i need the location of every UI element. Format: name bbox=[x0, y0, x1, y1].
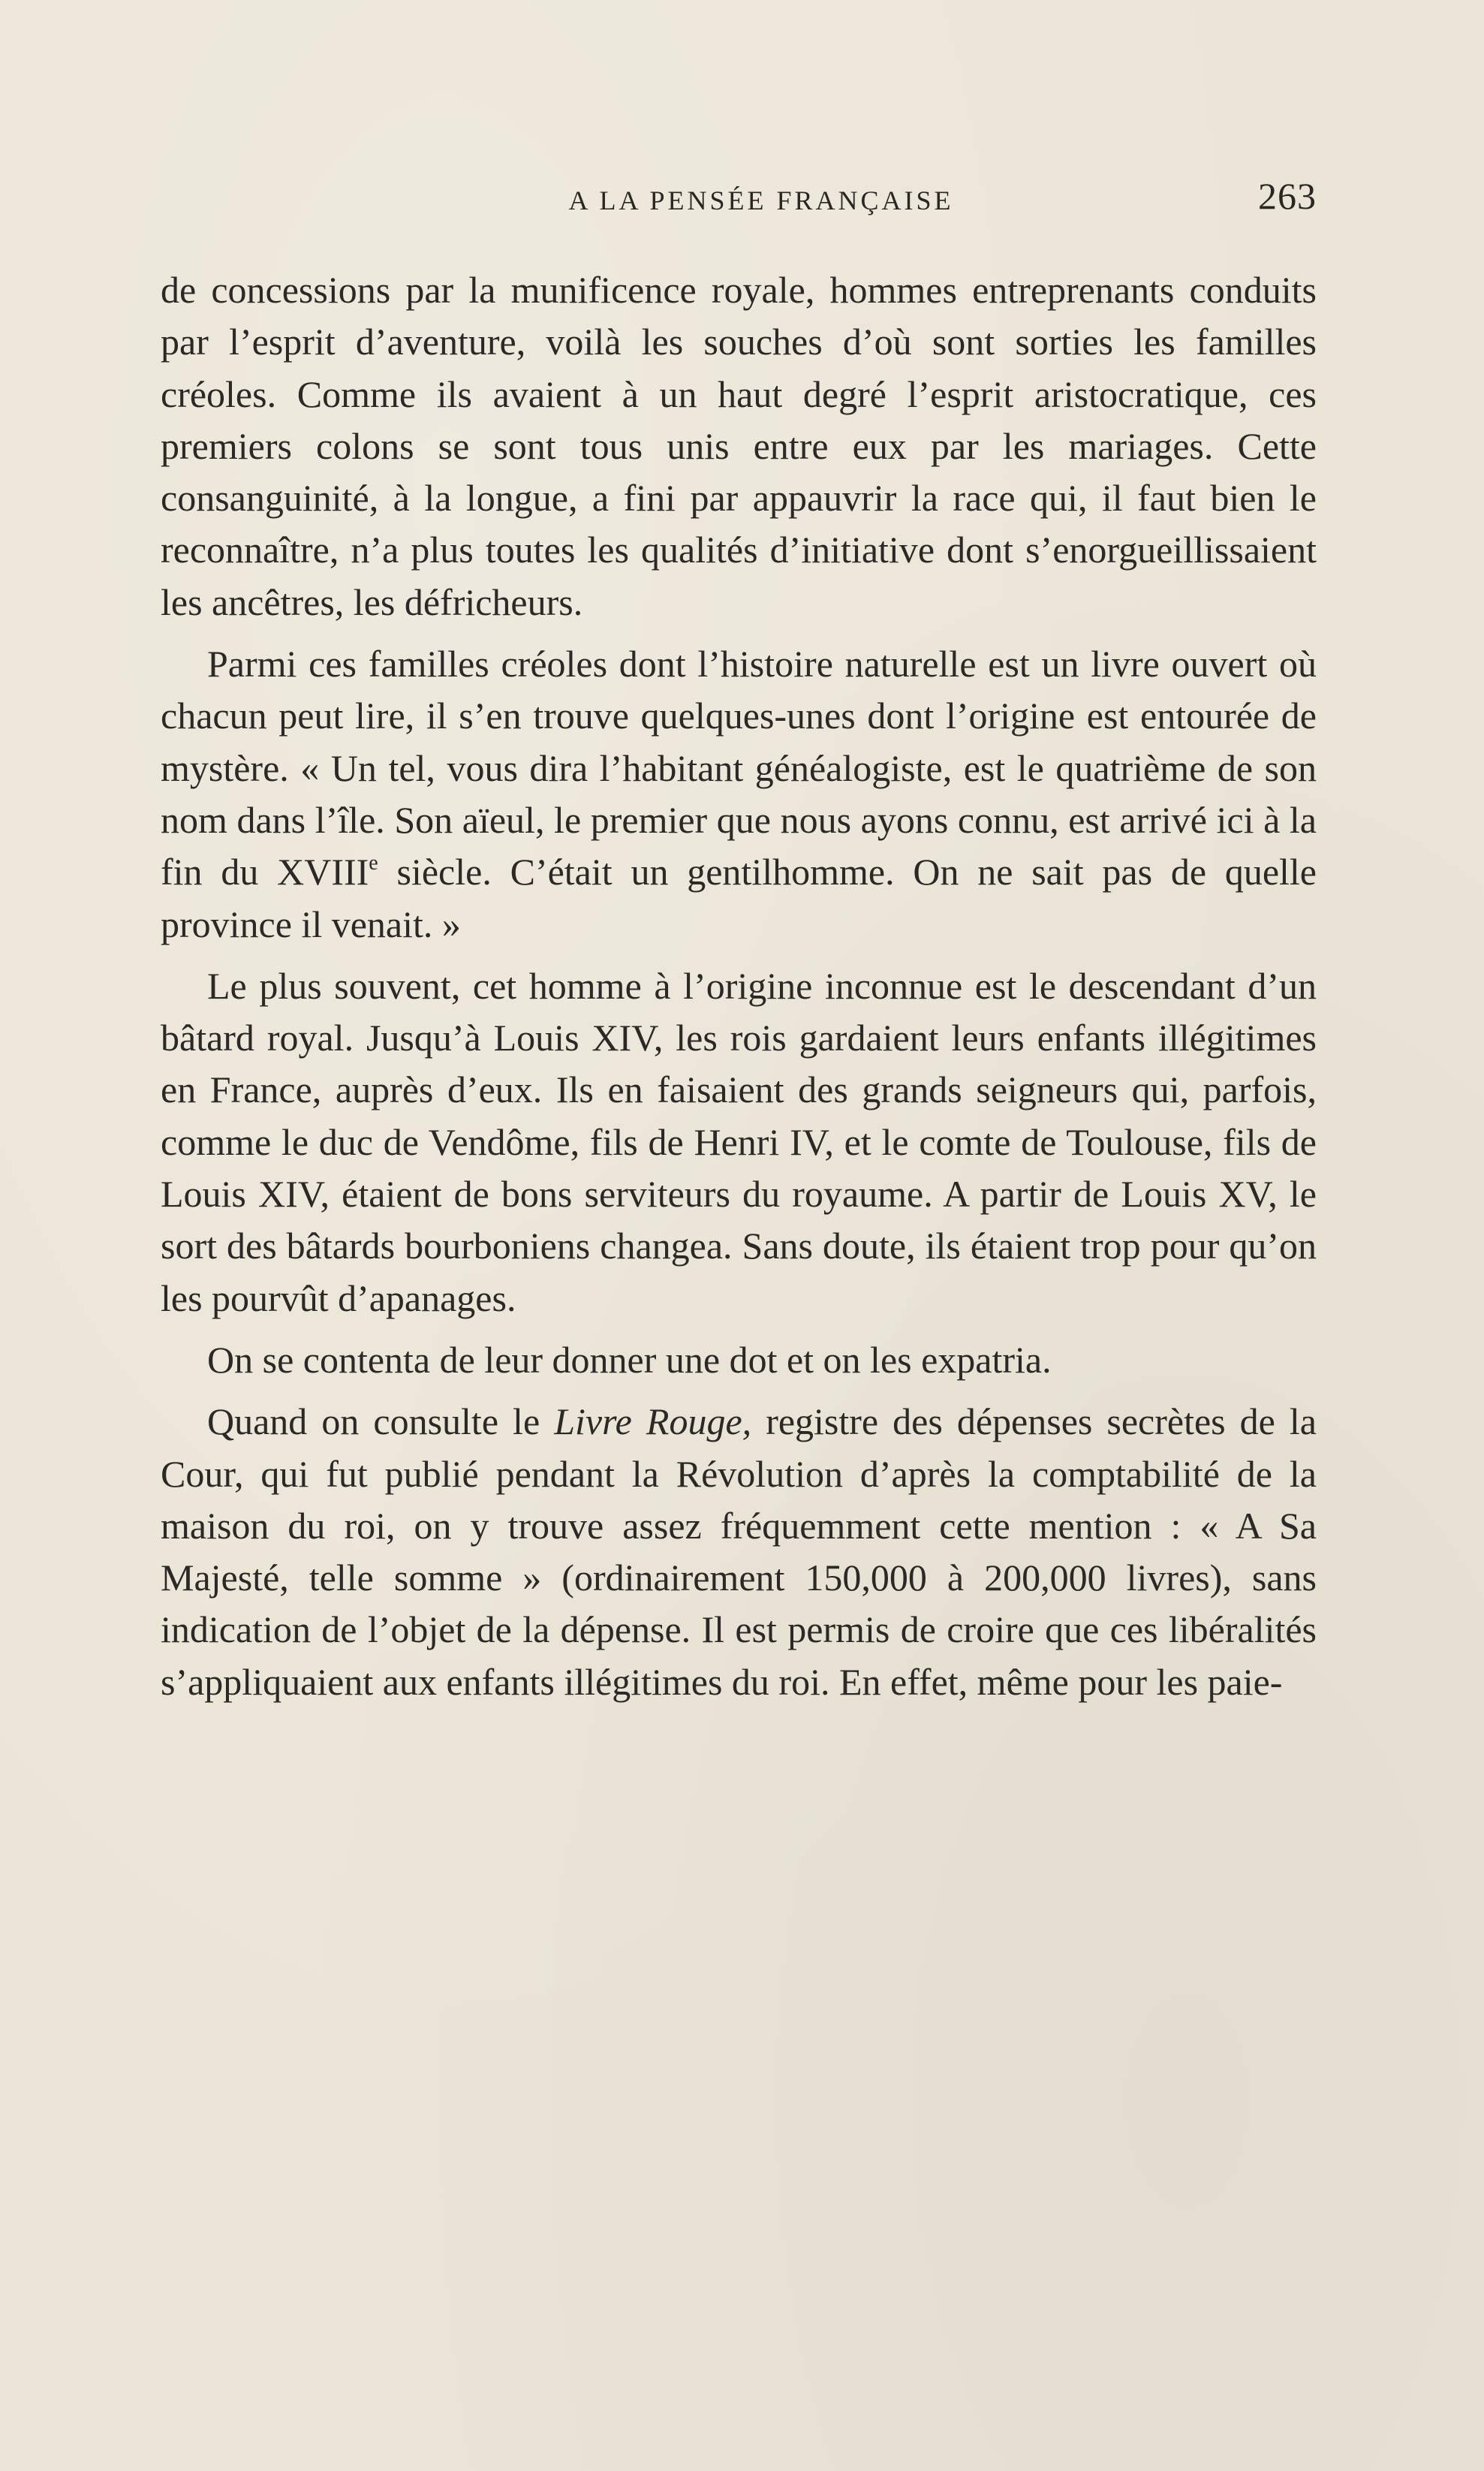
paragraph-5-text-before: Quand on consulte le bbox=[207, 1400, 555, 1443]
paragraph-1: de concessions par la munificence royale, hommes entreprenants conduits par l’esprit d’aventure, voilà les souches d’où sont sorties les familles créoles. Comme ils avaient à un haut degré l’esprit aristocratique, ces premiers colons se sont tous unis entre eux par les mariages. Cette consanguinité, à la longue, a fini par appauvrir la race qui, il faut bien le reconnaître, n’a plus toutes les qualités d’initiative dont s’enorgueillissaient les ancêtres, les défricheurs. bbox=[161, 269, 1317, 623]
paragraph-2-text-before: Parmi ces familles créoles dont l’histoire naturelle est un livre ouvert où chacun peut lire, il s’en trouve quelques-unes dont l’origine est entourée de mystère. « Un tel, vous dira l’habitant généalogiste, est le quatrième de son nom dans l’île. Son aïeul, le premier que nous ayons connu, est arrivé ici à la fin du XVIII bbox=[161, 643, 1317, 893]
running-head bbox=[161, 174, 1317, 227]
livre-rouge-title: Livre Rouge, bbox=[554, 1400, 752, 1443]
body-text bbox=[161, 264, 1317, 1708]
paragraph-5 bbox=[161, 1396, 1317, 1708]
century-superscript: e bbox=[369, 851, 378, 875]
paragraph-2-text-after: siècle. C’était un gentilhomme. On ne sait pas de quelle province il venait. » bbox=[161, 851, 1317, 945]
paragraph-5-text-after: registre des dépenses secrètes de la Cour, qui fut publié pendant la Révolution d’après la comptabilité de la maison du roi, on y trouve assez fréquemment cette mention : « A Sa Majesté, telle somme » (ordinairement 150,000 à 200,000 livres), sans indication de l’objet de la dépense. Il est permis de croire que ces libéralités s’appliquaient aux enfants illégitimes du roi. En effet, même pour les paie- bbox=[161, 1400, 1317, 1703]
page-number: 263 bbox=[1258, 175, 1317, 217]
paragraph-4: On se contenta de leur donner une dot et on les expatria. bbox=[207, 1338, 1052, 1381]
running-title: A LA PENSÉE FRANÇAISE bbox=[568, 185, 954, 215]
paragraph-3: Le plus souvent, cet homme à l’origine inconnue est le descendant d’un bâtard royal. Jusqu’à Louis XIV, les rois gardaient leurs enfants illégitimes en France, auprès d’eux. Ils en faisaient des grands seigneurs qui, parfois, comme le duc de Vendôme, fils de Henri IV, et le comte de Toulouse, fils de Louis XIV, étaient de bons serviteurs du royaume. A partir de Louis XV, le sort des bâtards bourboniens changea. Sans doute, ils étaient trop pour qu’on les pourvût d’apanages. bbox=[161, 964, 1317, 1319]
paragraph-2 bbox=[161, 638, 1317, 951]
